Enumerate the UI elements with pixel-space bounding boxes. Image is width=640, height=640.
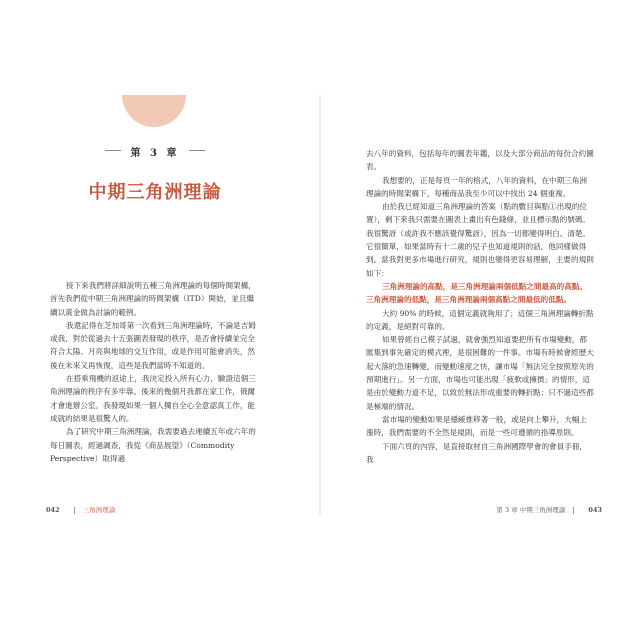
chapter-ornament bbox=[122, 95, 186, 127]
paragraph: 為了研究中期三角洲理論，我需要過去連續五年或六年的每日圖表，經過調查，我從《商品展望》（Commodity Perspective）取得過 bbox=[50, 427, 256, 463]
paragraph: 在搭乘飛機的返途上，我決定投入所有心力，驗證這個三角洲理論的秩序有多牢靠。後來的幾個月我都在家工作，俄爾才會進辦公室。我發現如果一個人獨自全心全意認真工作，能成就的結果是很驚人的。 bbox=[50, 374, 256, 423]
footer-divider bbox=[74, 507, 75, 514]
paragraph: 如果曾經自己模子試過，就會強烈知道要把所有市場變動，都匯集到事先確定的模式裡，是很困難的一件事。市場有時候會經歷大起大落的急速轉變，而變動速度之快，讓市場「無法完全按照原先的預期進行」。另一方面，市場也可能出現「疲軟或擁擠」的情形，這是由於變動力道不足，以致於無法形成重要的轉折點；只不過這些都是極端的情況。 bbox=[366, 335, 594, 411]
chapter-label-rule-left bbox=[105, 150, 121, 151]
paragraph: 由於我已經知道三角洲理論的答案（點的數目與點①出現的位置），剩下來我只需要在圖表上畫出有色錢條，並且標示點的號碼。我很驚訝（或許我不應該覺得驚訝），因為一切都變得明白、清楚。它很簡單，如果當時有十二歲的兒子也知道規則的話，他同樣做得到。當我對更多市場進行研究，規則也變得更容易理解，主要的規則如下： bbox=[366, 202, 594, 278]
running-head-title: 中期三角洲理論 bbox=[519, 506, 566, 514]
paragraph: 當市場的變動如果是穩緩推移著一般，或是向上攀升，大幅上漲時，我們需要的不全然是規則，而是一些可遵循的指導原則。 bbox=[366, 414, 588, 438]
paragraph: 大約 90% 的時候，這個定義就夠用了；這個三角洲理論轉折點的定義，是絕對可靠的。 bbox=[366, 308, 594, 331]
chapter-title: 中期三角洲理論 bbox=[88, 182, 222, 203]
left-body-text bbox=[50, 279, 260, 465]
page-number: 042 bbox=[46, 506, 60, 514]
chapter-label-rule-right bbox=[189, 150, 205, 151]
book-gutter bbox=[319, 95, 321, 515]
left-footer bbox=[40, 505, 115, 514]
paragraph: 去八年的資料，包括每年的圖表年鑑，以及大部分商品的每份合約圖表。 bbox=[366, 149, 594, 172]
paragraph: 我想要的，正是每頁一年的格式，八年的資料，在中期三角洲理論的時間架構下，每種商品我至少可以中找出 24 個重複。 bbox=[366, 175, 588, 198]
right-page bbox=[322, 0, 640, 640]
right-body-text bbox=[366, 147, 594, 466]
chapter-label bbox=[125, 144, 185, 159]
page-number: 043 bbox=[588, 506, 602, 514]
paragraph: 下面六頁的內容，是直接取材自三角洲國際學會的會員手冊，我 bbox=[366, 441, 588, 464]
highlighted-rule: 三角洲理論的高點，是三角洲理論兩個低點之間最高的高點。三角洲理論的低點，是三角洲理論兩個高點之間最低的低點。 bbox=[366, 281, 588, 305]
chapter-label-text: 第 3 章 bbox=[130, 148, 180, 159]
left-page bbox=[0, 0, 318, 640]
running-head-chapter: 第 3 章 bbox=[496, 506, 518, 514]
footer-divider bbox=[573, 507, 574, 514]
paragraph: 我還記得在芝加哥第一次看到三角洲理論時，不論是吉姆或我，對於從過去十五張圖表發現的秩序，是否會持續並完全符合太陽、月亮與地球的交互作用，或是作用可能會消失，然後在未來又再恢復，這些是我們當時不知道的。 bbox=[50, 320, 256, 370]
paragraph: 接下來我們將詳細說明五種三角洲理論的每個時間架構，首先我們從中期三角洲理論的時間架構（ITD）開始，並且繼續以黃金做為討論的範例。 bbox=[50, 281, 256, 317]
right-footer bbox=[496, 505, 608, 514]
running-head: 三角洲理論 bbox=[82, 506, 116, 514]
